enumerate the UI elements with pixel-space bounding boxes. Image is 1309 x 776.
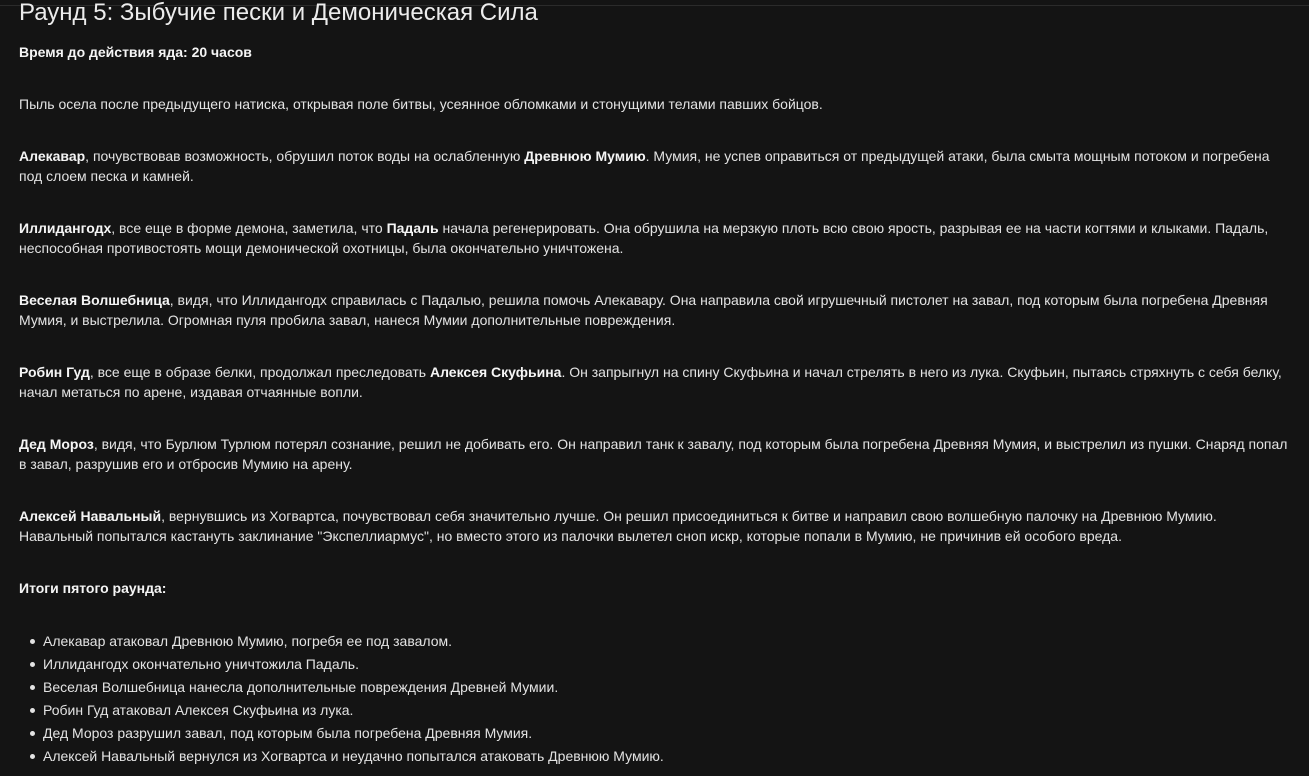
character-name: Робин Гуд: [19, 364, 90, 380]
paragraph-text: , видя, что Бурлюм Турлюм потерял сознание, решил не добивать его. Он направил танк к завалу, под которым была погребена Древняя Мумия, и выстрелил из пушки. Снаряд попал в завал, разрушив его и отбросив Мумию на арену.: [19, 436, 1288, 472]
paragraph-ded-moroz: [19, 434, 1294, 474]
character-name: Алексея Скуфьина: [429, 364, 562, 380]
paragraph-veselaya-volshebnitsa: [19, 290, 1294, 330]
summary-list: [19, 630, 1269, 768]
list-item: Дед Мороз разрушил завал, под которым была погребена Древняя Мумия.: [19, 722, 1269, 745]
paragraph-text: , видя, что Иллидангодх справилась с Падалью, решила помочь Алекавару. Она направила свой игрушечный пистолет на завал, под которым была погребена Древняя Мумия, и выстрелила. Огромная пуля пробила завал, нанеся Мумии дополнительные повреждения.: [19, 292, 1268, 328]
poison-timer: Время до действия яда: 20 часов: [19, 44, 252, 60]
summary-heading: Итоги пятого раунда:: [19, 580, 167, 596]
list-item: Алексей Навальный вернулся из Хогвартса и неудачно попытался атаковать Древнюю Мумию.: [19, 745, 1269, 768]
character-name: Алексей Навальный: [19, 508, 162, 524]
paragraph-illidangodh: [19, 218, 1294, 258]
intro-paragraph: Пыль осела после предыдущего натиска, открывая поле битвы, усеянное обломками и стонущими телами павших бойцов.: [19, 96, 823, 112]
list-item: Иллидангодх окончательно уничтожила Падаль.: [19, 653, 1269, 676]
paragraph-text: , вернувшись из Хогвартса, почувствовал себя значительно лучше. Он решил присоединиться к битве и направил свою волшебную палочку на Древнюю Мумию. Навальный попытался кастануть заклинание "Экспеллиармус", но вместо этого из палочки вылетел сноп искр, которые попали в Мумию, не причинив ей особого вреда.: [19, 508, 1217, 544]
paragraph-aleksey-navalny: [19, 506, 1294, 546]
character-name: Веселая Волшебница: [19, 292, 170, 308]
paragraph-text: . Он запрыгнул на спину Скуфьина и начал стрелять в него из лука. Скуфьин, пытаясь стряхнуть с себя белку, начал метаться по арене, издавая отчаянные вопли.: [19, 364, 1282, 400]
round-title: Раунд 5: Зыбучие пески и Демоническая Сила: [19, 0, 538, 26]
list-item: Робин Гуд атаковал Алексея Скуфьина из лука.: [19, 699, 1269, 722]
character-name: Алекавар: [19, 148, 86, 164]
character-name: Падаль: [386, 220, 439, 236]
character-name: Дед Мороз: [19, 436, 94, 452]
character-name: Иллидангодх: [19, 220, 112, 236]
character-name: Древнюю Мумию: [524, 148, 646, 164]
list-item: Веселая Волшебница нанесла дополнительные повреждения Древней Мумии.: [19, 676, 1269, 699]
paragraph-robin-gud: [19, 362, 1294, 402]
paragraph-text: начала регенерировать. Она обрушила на мерзкую плоть всю свою ярость, разрывая ее на части когтями и клыками. Падаль, неспособная противостоять мощи демонической охотницы, была окончательно уничтожена.: [19, 220, 1269, 256]
paragraph-text: , все еще в образе белки, продолжал преследовать: [89, 364, 430, 380]
paragraph-text: . Мумия, не успев оправиться от предыдущей атаки, была смыта мощным потоком и погребена под слоем песка и камней.: [19, 148, 1270, 184]
paragraph-text: , почувствовав возможность, обрушил поток воды на ослабленную: [85, 148, 525, 164]
paragraph-text: , все еще в форме демона, заметила, что: [111, 220, 387, 236]
list-item: Алекавар атаковал Древнюю Мумию, погребя ее под завалом.: [19, 630, 1269, 653]
paragraph-alekavar: [19, 146, 1294, 186]
